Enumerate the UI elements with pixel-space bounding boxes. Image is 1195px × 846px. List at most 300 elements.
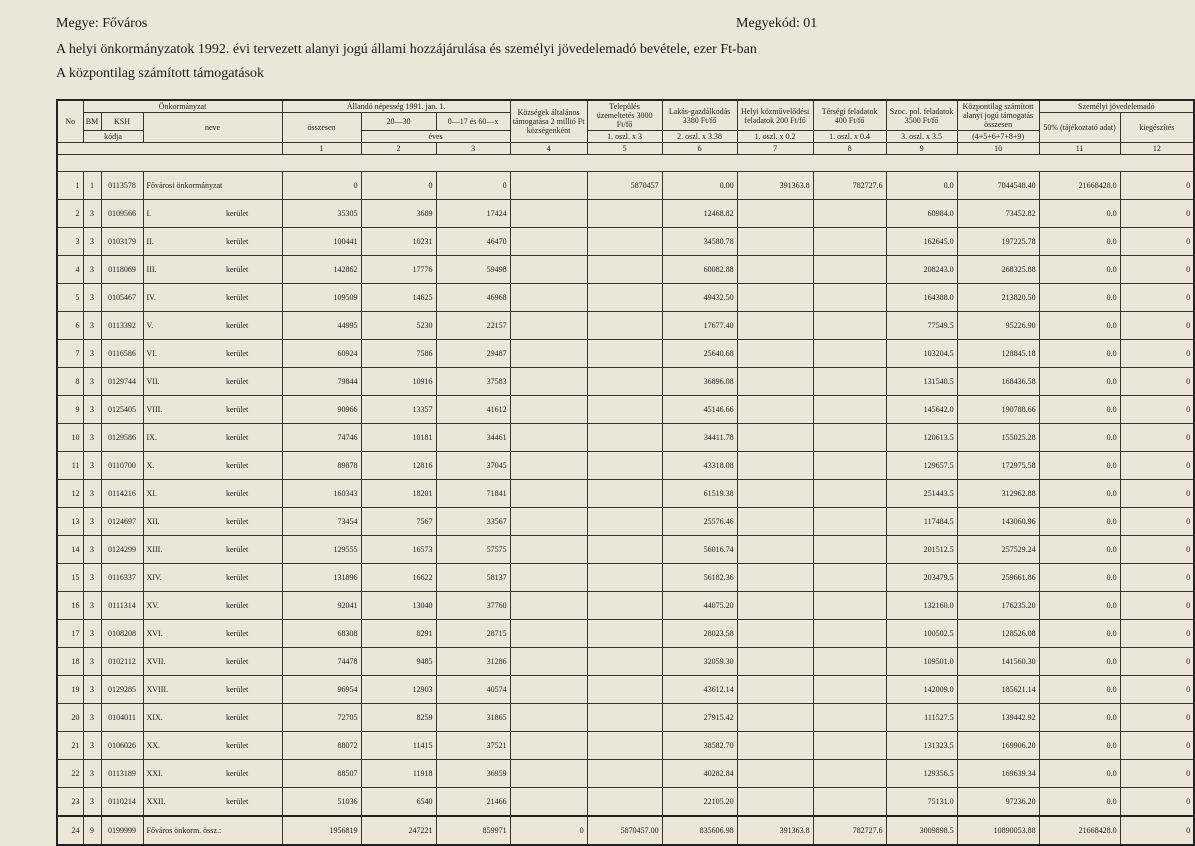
table-header	[57, 100, 1194, 172]
row-no: 24	[57, 816, 83, 845]
row-osszesen: 100441	[282, 228, 361, 256]
row-age-0-17: 57575	[436, 536, 510, 564]
row-name: XIX.	[143, 704, 223, 732]
row-kozsegek	[510, 592, 587, 620]
row-telepules	[587, 788, 662, 817]
row-helyi	[737, 368, 813, 396]
row-szja50: 0.0	[1039, 508, 1120, 536]
row-tersegi	[813, 788, 886, 817]
row-kieg: 0	[1120, 620, 1194, 648]
row-age-0-17: 37760	[436, 592, 510, 620]
row-telepules	[587, 564, 662, 592]
row-lakas: 17677.40	[662, 312, 737, 340]
row-tersegi	[813, 536, 886, 564]
colnum: 7	[737, 143, 813, 155]
row-age-0-17: 0	[436, 172, 510, 200]
row-lakas: 38582.70	[662, 732, 737, 760]
col-kozpont-header: Központilag számított alanyi jogú támogatás összesen	[957, 100, 1039, 131]
row-age-20-30: 12816	[361, 452, 436, 480]
row-age-20-30: 16622	[361, 564, 436, 592]
row-no: 23	[57, 788, 83, 817]
row-age-0-17: 37521	[436, 732, 510, 760]
page-subtitle: A központilag számított támogatások	[56, 66, 265, 81]
row-kozsegek	[510, 200, 587, 228]
row-name: Főváros önkorm. össz.:	[143, 816, 282, 845]
row-age-0-17: 31865	[436, 704, 510, 732]
row-szoc: 162645.0	[886, 228, 957, 256]
row-age-0-17: 37045	[436, 452, 510, 480]
row-name: XV.	[143, 592, 223, 620]
row-lakas: 56016.74	[662, 536, 737, 564]
row-szoc: 251443.5	[886, 480, 957, 508]
row-kozpont: 312962.88	[957, 480, 1039, 508]
colnum: 8	[813, 143, 886, 155]
colnum: 11	[1039, 143, 1120, 155]
row-lakas: 34411.78	[662, 424, 737, 452]
row-age-0-17: 31286	[436, 648, 510, 676]
row-helyi	[737, 648, 813, 676]
col-age-20-30-header: 20—30	[361, 113, 436, 131]
row-helyi	[737, 676, 813, 704]
row-kozpont: 128845.18	[957, 340, 1039, 368]
row-age-0-17: 22157	[436, 312, 510, 340]
row-ksh: 0116337	[101, 564, 143, 592]
row-kozsegek	[510, 508, 587, 536]
county-code-label: Megyekód: 01	[736, 16, 818, 31]
row-name: V.	[143, 312, 223, 340]
row-telepules	[587, 592, 662, 620]
row-age-20-30: 9485	[361, 648, 436, 676]
row-name: I.	[143, 200, 223, 228]
row-bm: 3	[83, 256, 101, 284]
row-szoc: 103204.5	[886, 340, 957, 368]
row-age-0-17: 28715	[436, 620, 510, 648]
row-szja50: 0.0	[1039, 788, 1120, 817]
row-kozsegek	[510, 424, 587, 452]
row-age-20-30: 18201	[361, 480, 436, 508]
row-kozpont: 172975.58	[957, 452, 1039, 480]
row-osszesen: 89878	[282, 452, 361, 480]
row-lakas: 49432.50	[662, 284, 737, 312]
row-kozpont: 7044548.40	[957, 172, 1039, 200]
col-tersegi-formula: 1. oszl. x 0.4	[813, 131, 886, 143]
row-kozsegek	[510, 620, 587, 648]
row-bm: 3	[83, 368, 101, 396]
row-ksh: 0114216	[101, 480, 143, 508]
row-age-20-30: 3689	[361, 200, 436, 228]
col-neve-header: neve	[143, 113, 282, 143]
col-eves-header: éves	[361, 131, 510, 143]
table-row	[57, 788, 1194, 817]
row-kieg: 0	[1120, 452, 1194, 480]
row-name-suffix: kerület	[223, 592, 282, 620]
row-kozsegek	[510, 732, 587, 760]
row-lakas: 28023.58	[662, 620, 737, 648]
colnum: 12	[1120, 143, 1194, 155]
row-kozpont: 268325.88	[957, 256, 1039, 284]
row-name-suffix: kerület	[223, 368, 282, 396]
colnum: 10	[957, 143, 1039, 155]
row-tersegi	[813, 648, 886, 676]
row-telepules	[587, 368, 662, 396]
row-age-0-17: 29487	[436, 340, 510, 368]
row-helyi	[737, 788, 813, 817]
row-age-0-17: 71841	[436, 480, 510, 508]
row-kozpont: 213820.50	[957, 284, 1039, 312]
row-kozpont: 155025.28	[957, 424, 1039, 452]
row-name: XI.	[143, 480, 223, 508]
row-name-suffix: kerület	[223, 256, 282, 284]
row-osszesen: 129555	[282, 536, 361, 564]
row-no: 9	[57, 396, 83, 424]
table-row	[57, 368, 1194, 396]
table-body	[57, 172, 1194, 846]
row-name-suffix: kerület	[223, 452, 282, 480]
row-szoc: 145642.0	[886, 396, 957, 424]
row-name: VIII.	[143, 396, 223, 424]
row-kieg: 0	[1120, 564, 1194, 592]
table-row	[57, 564, 1194, 592]
col-szoc-formula: 3. oszl. x 3.5	[886, 131, 957, 143]
row-bm: 3	[83, 760, 101, 788]
row-name-suffix: kerület	[223, 480, 282, 508]
row-helyi	[737, 760, 813, 788]
row-no: 4	[57, 256, 83, 284]
row-szja50: 0.0	[1039, 396, 1120, 424]
row-name-suffix: kerület	[223, 508, 282, 536]
row-name: IX.	[143, 424, 223, 452]
row-osszesen: 131896	[282, 564, 361, 592]
row-kozpont: 73452.82	[957, 200, 1039, 228]
row-no: 17	[57, 620, 83, 648]
row-kieg: 0	[1120, 424, 1194, 452]
row-name: XVI.	[143, 620, 223, 648]
row-kozsegek	[510, 256, 587, 284]
row-bm: 3	[83, 312, 101, 340]
row-bm: 9	[83, 816, 101, 845]
colnum: 9	[886, 143, 957, 155]
row-szoc: 201512.5	[886, 536, 957, 564]
row-age-20-30: 247221	[361, 816, 436, 845]
row-ksh: 0124299	[101, 536, 143, 564]
row-telepules	[587, 648, 662, 676]
row-age-20-30: 6540	[361, 788, 436, 817]
row-lakas: 25576.46	[662, 508, 737, 536]
row-name-suffix: kerület	[223, 340, 282, 368]
col-population-header: Állandó népesség 1991. jan. 1.	[282, 100, 510, 113]
row-osszesen: 142862	[282, 256, 361, 284]
row-tersegi	[813, 704, 886, 732]
row-osszesen: 79844	[282, 368, 361, 396]
row-osszesen: 74478	[282, 648, 361, 676]
row-ksh: 0104011	[101, 704, 143, 732]
row-telepules	[587, 200, 662, 228]
table-row	[57, 424, 1194, 452]
row-age-0-17: 58137	[436, 564, 510, 592]
row-name-suffix: kerület	[223, 396, 282, 424]
row-age-20-30: 11918	[361, 760, 436, 788]
row-age-20-30: 8291	[361, 620, 436, 648]
row-name-suffix: kerület	[223, 284, 282, 312]
col-telepules-header: Település üzemeltetés 3000 Ft/fő	[587, 100, 662, 131]
row-bm: 3	[83, 648, 101, 676]
page-title: A helyi önkormányzatok 1992. évi tervezett alanyi jogú állami hozzájárulása és személyi jövedelemadó bevétele, ezer Ft-ban	[56, 42, 757, 57]
row-age-20-30: 7567	[361, 508, 436, 536]
row-age-20-30: 10231	[361, 228, 436, 256]
col-age-0-17-header: 0—17 és 60—x	[436, 113, 510, 131]
row-kozsegek	[510, 760, 587, 788]
row-helyi	[737, 256, 813, 284]
row-tersegi	[813, 452, 886, 480]
row-szja50: 0.0	[1039, 732, 1120, 760]
row-tersegi: 782727.6	[813, 172, 886, 200]
row-bm: 3	[83, 340, 101, 368]
table-row	[57, 536, 1194, 564]
row-tersegi	[813, 424, 886, 452]
row-kieg: 0	[1120, 480, 1194, 508]
row-no: 10	[57, 424, 83, 452]
row-ksh: 0118069	[101, 256, 143, 284]
row-kozpont: 95226.90	[957, 312, 1039, 340]
row-kieg: 0	[1120, 172, 1194, 200]
row-szoc: 0.0	[886, 172, 957, 200]
row-ksh: 0111314	[101, 592, 143, 620]
row-ksh: 0116586	[101, 340, 143, 368]
row-lakas: 22105.20	[662, 788, 737, 817]
row-telepules	[587, 396, 662, 424]
col-kozpont-formula: (4+5+6+7+8+9)	[957, 131, 1039, 143]
row-szja50: 0.0	[1039, 704, 1120, 732]
row-bm: 3	[83, 732, 101, 760]
row-osszesen: 73454	[282, 508, 361, 536]
row-telepules	[587, 704, 662, 732]
row-kozsegek	[510, 480, 587, 508]
row-name: XIII.	[143, 536, 223, 564]
row-no: 16	[57, 592, 83, 620]
row-osszesen: 0	[282, 172, 361, 200]
row-age-20-30: 10916	[361, 368, 436, 396]
row-kozpont: 257529.24	[957, 536, 1039, 564]
colnum: 1	[282, 143, 361, 155]
colnum: 5	[587, 143, 662, 155]
col-szja50-header: 50% (tájékoztató adat)	[1039, 113, 1120, 143]
row-tersegi	[813, 620, 886, 648]
table-row	[57, 816, 1194, 845]
table-row	[57, 452, 1194, 480]
row-kozpont: 190788.66	[957, 396, 1039, 424]
table-row	[57, 200, 1194, 228]
row-helyi	[737, 228, 813, 256]
col-bm-header: BM	[83, 113, 101, 131]
row-telepules	[587, 452, 662, 480]
row-szoc: 100502.5	[886, 620, 957, 648]
table-row	[57, 284, 1194, 312]
row-name: XII.	[143, 508, 223, 536]
row-age-0-17: 34461	[436, 424, 510, 452]
row-no: 7	[57, 340, 83, 368]
row-szja50: 0.0	[1039, 340, 1120, 368]
row-name: IV.	[143, 284, 223, 312]
row-name-suffix: kerület	[223, 676, 282, 704]
row-bm: 3	[83, 200, 101, 228]
row-kozsegek	[510, 172, 587, 200]
row-lakas: 27915.42	[662, 704, 737, 732]
row-age-0-17: 17424	[436, 200, 510, 228]
row-age-0-17: 40574	[436, 676, 510, 704]
row-name: Fővárosi önkormányzat	[143, 172, 282, 200]
row-szoc: 129356.5	[886, 760, 957, 788]
table-row	[57, 592, 1194, 620]
row-helyi	[737, 480, 813, 508]
row-name: VI.	[143, 340, 223, 368]
row-szja50: 0.0	[1039, 312, 1120, 340]
row-kozsegek	[510, 564, 587, 592]
header-spacer	[57, 155, 1194, 172]
row-telepules	[587, 536, 662, 564]
row-age-0-17: 33567	[436, 508, 510, 536]
row-age-20-30: 8259	[361, 704, 436, 732]
row-szoc: 111527.5	[886, 704, 957, 732]
row-kieg: 0	[1120, 256, 1194, 284]
row-name: XXII.	[143, 788, 223, 817]
row-ksh: 0129586	[101, 424, 143, 452]
row-kozpont: 141560.30	[957, 648, 1039, 676]
col-no-header: No	[57, 100, 83, 143]
row-kozpont: 197225.78	[957, 228, 1039, 256]
row-no: 15	[57, 564, 83, 592]
row-age-20-30: 10181	[361, 424, 436, 452]
row-age-20-30: 13040	[361, 592, 436, 620]
col-tersegi-header: Térségi feladatok 400 Ft/fő	[813, 100, 886, 131]
row-ksh: 0113392	[101, 312, 143, 340]
row-tersegi	[813, 564, 886, 592]
row-osszesen: 74746	[282, 424, 361, 452]
row-bm: 3	[83, 536, 101, 564]
row-osszesen: 92041	[282, 592, 361, 620]
row-helyi	[737, 620, 813, 648]
row-bm: 3	[83, 564, 101, 592]
row-ksh: 0108208	[101, 620, 143, 648]
row-ksh: 0110700	[101, 452, 143, 480]
row-osszesen: 109509	[282, 284, 361, 312]
row-kozsegek	[510, 536, 587, 564]
row-ksh: 0113189	[101, 760, 143, 788]
row-name: II.	[143, 228, 223, 256]
row-lakas: 32059.30	[662, 648, 737, 676]
row-osszesen: 72705	[282, 704, 361, 732]
row-helyi: 391363.8	[737, 172, 813, 200]
row-szja50: 0.0	[1039, 452, 1120, 480]
row-name-suffix: kerület	[223, 228, 282, 256]
colnum: 4	[510, 143, 587, 155]
row-lakas: 60082.88	[662, 256, 737, 284]
row-szja50: 0.0	[1039, 424, 1120, 452]
row-kozsegek	[510, 676, 587, 704]
row-szja50: 21668428.0	[1039, 172, 1120, 200]
row-bm: 3	[83, 592, 101, 620]
row-osszesen: 68308	[282, 620, 361, 648]
row-age-20-30: 12903	[361, 676, 436, 704]
row-osszesen: 88507	[282, 760, 361, 788]
row-bm: 3	[83, 452, 101, 480]
row-tersegi	[813, 312, 886, 340]
row-no: 5	[57, 284, 83, 312]
row-kozpont: 143060.96	[957, 508, 1039, 536]
row-name-suffix: kerület	[223, 424, 282, 452]
row-ksh: 0110214	[101, 788, 143, 817]
row-kozpont: 97236.20	[957, 788, 1039, 817]
row-helyi	[737, 732, 813, 760]
row-name-suffix: kerület	[223, 788, 282, 817]
row-tersegi	[813, 732, 886, 760]
row-szoc: 131323.5	[886, 732, 957, 760]
row-helyi: 391363.8	[737, 816, 813, 845]
table-row	[57, 396, 1194, 424]
row-kozsegek	[510, 704, 587, 732]
row-szja50: 0.0	[1039, 256, 1120, 284]
row-kozsegek: 0	[510, 816, 587, 845]
row-age-0-17: 59498	[436, 256, 510, 284]
row-kozsegek	[510, 396, 587, 424]
table-row	[57, 480, 1194, 508]
row-szja50: 0.0	[1039, 200, 1120, 228]
row-no: 18	[57, 648, 83, 676]
row-kieg: 0	[1120, 648, 1194, 676]
row-kozpont: 168436.58	[957, 368, 1039, 396]
row-no: 22	[57, 760, 83, 788]
row-ksh: 0129285	[101, 676, 143, 704]
row-helyi	[737, 396, 813, 424]
row-szja50: 0.0	[1039, 564, 1120, 592]
row-kozpont: 185621.14	[957, 676, 1039, 704]
row-name-suffix: kerület	[223, 704, 282, 732]
row-lakas: 835606.98	[662, 816, 737, 845]
row-lakas: 61519.38	[662, 480, 737, 508]
row-age-20-30: 7586	[361, 340, 436, 368]
row-helyi	[737, 312, 813, 340]
row-szja50: 0.0	[1039, 368, 1120, 396]
row-szoc: 75131.0	[886, 788, 957, 817]
row-name-suffix: kerület	[223, 620, 282, 648]
row-lakas: 56182.36	[662, 564, 737, 592]
row-szoc: 109501.0	[886, 648, 957, 676]
table-row	[57, 508, 1194, 536]
data-table	[56, 99, 1195, 846]
row-telepules	[587, 312, 662, 340]
row-tersegi	[813, 396, 886, 424]
row-kieg: 0	[1120, 592, 1194, 620]
row-tersegi: 782727.6	[813, 816, 886, 845]
row-name-suffix: kerület	[223, 312, 282, 340]
row-telepules: 5870457.00	[587, 816, 662, 845]
row-age-0-17: 37583	[436, 368, 510, 396]
row-age-0-17: 21466	[436, 788, 510, 817]
col-kieg-header: kiegészítés	[1120, 113, 1194, 143]
table-row	[57, 732, 1194, 760]
row-bm: 3	[83, 676, 101, 704]
row-kozsegek	[510, 228, 587, 256]
row-szoc: 129657.5	[886, 452, 957, 480]
row-kozpont: 10890053.88	[957, 816, 1039, 845]
row-name-suffix: kerület	[223, 732, 282, 760]
row-tersegi	[813, 200, 886, 228]
row-kieg: 0	[1120, 816, 1194, 845]
row-ksh: 0109566	[101, 200, 143, 228]
col-helyi-formula: 1. oszl. x 0.2	[737, 131, 813, 143]
table-row	[57, 620, 1194, 648]
row-tersegi	[813, 676, 886, 704]
row-name: XVIII.	[143, 676, 223, 704]
